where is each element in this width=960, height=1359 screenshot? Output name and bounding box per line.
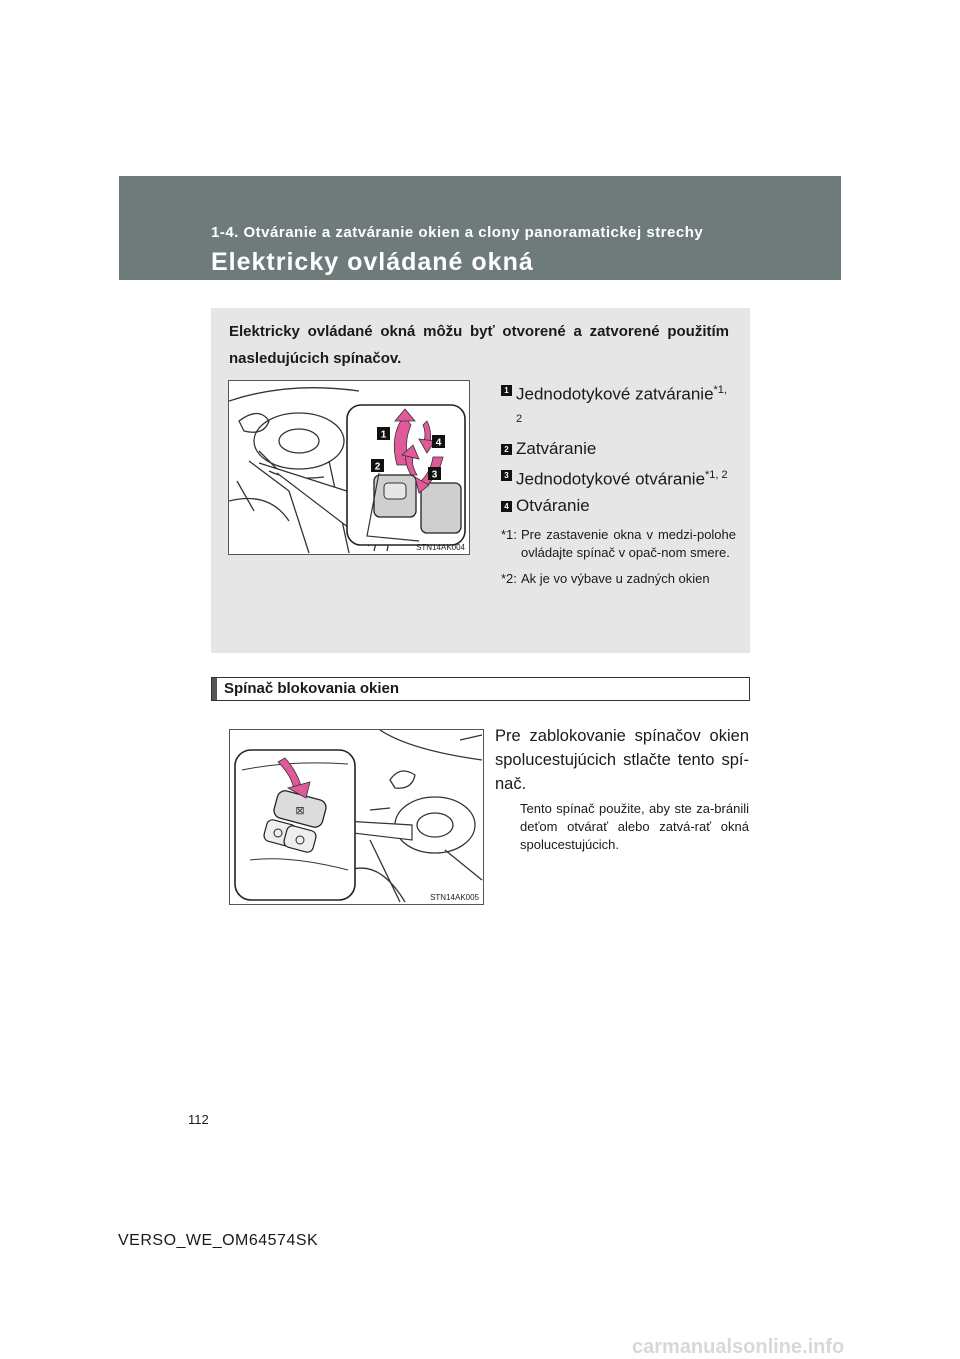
legend-number: 3 (501, 470, 512, 481)
marker-1-label: 1 (380, 429, 387, 441)
legend-item (501, 437, 736, 461)
legend-number: 4 (501, 501, 512, 512)
legend-label: Zatváranie (516, 439, 597, 459)
legend-item (501, 463, 736, 492)
section-header (119, 176, 841, 280)
footnote-mark: *1: (501, 526, 517, 542)
legend-item (501, 378, 736, 435)
footnote-text: Pre zastavenie okna v medzi-polohe ovládajte spínač v opač-nom smere. (521, 526, 736, 560)
legend-item (501, 494, 736, 518)
lock-description: Pre zablokovanie spínačov okien spolucestujúcich stlačte tento spí-nač. (495, 727, 749, 793)
figure-code: STN14AK005 (430, 893, 479, 902)
legend-number: 2 (501, 444, 512, 455)
heading-text: Spínač blokovania okien (224, 680, 400, 697)
footnote (501, 570, 736, 588)
legend (501, 378, 736, 588)
legend-label: Jednodotykové otváranie (516, 469, 706, 489)
legend-sup: *1, 2 (516, 384, 727, 425)
legend-label: Jednodotykové zatváranie (516, 384, 714, 404)
section-label: 1-4. Otváranie a zatváranie okien a clony panoramatickej strechy (211, 224, 704, 241)
car-door-drawing (229, 381, 469, 554)
svg-text:⊠: ⊠ (295, 804, 305, 817)
footnote-mark: *2: (501, 570, 517, 586)
lock-section-heading (211, 677, 750, 701)
marker-4-label: 4 (435, 437, 442, 449)
lock-switch-drawing (230, 730, 483, 904)
legend-label: Otváranie (516, 495, 590, 515)
lock-switch-illustration (229, 729, 484, 905)
window-switch-illustration (228, 380, 470, 555)
legend-number: 1 (501, 385, 512, 396)
page-title: Elektricky ovládané okná (211, 248, 534, 276)
lock-note: Tento spínač použite, aby ste za-bránili deťom otvárať alebo zatvá-rať okná spolucestujúcich. (520, 801, 749, 852)
watermark: carmanualsonline.info (632, 1336, 845, 1358)
footnote-text: Ak je vo výbave u zadných okien (521, 570, 710, 586)
footnote (501, 526, 736, 562)
info-box (211, 308, 750, 653)
figure-code: STN14AK004 (416, 543, 465, 552)
intro-text: Elektricky ovládané okná môžu byť otvorené a zatvorené použitím nasledujúcich spínačov. (229, 323, 729, 367)
legend-sup: *1, 2 (705, 469, 728, 482)
heading-bar (212, 678, 217, 700)
footer-code: VERSO_WE_OM64574SK (118, 1232, 319, 1249)
marker-2-label: 2 (374, 461, 381, 473)
marker-3-label: 3 (431, 469, 438, 481)
page-number: 112 (188, 1112, 209, 1127)
